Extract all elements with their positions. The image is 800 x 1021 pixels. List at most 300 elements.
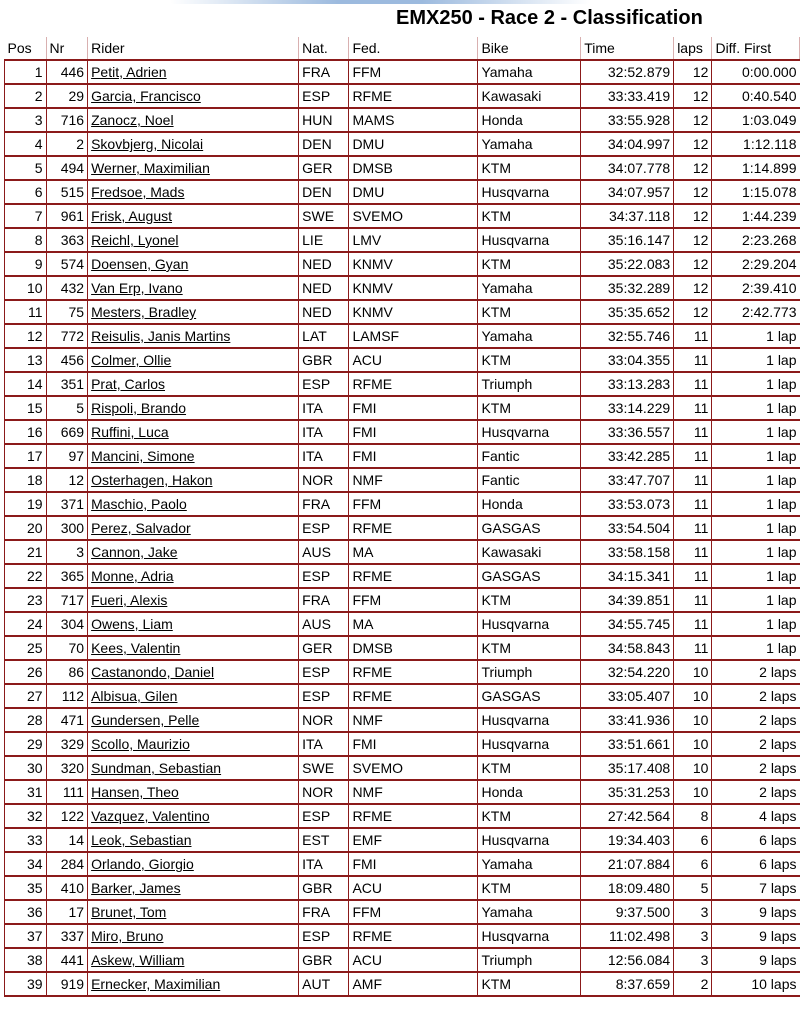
page-title: EMX250 - Race 2 - Classification xyxy=(396,7,703,29)
federation-cell: RFME xyxy=(349,804,478,828)
bike-cell: GASGAS xyxy=(478,516,581,540)
bike-cell: Yamaha xyxy=(478,276,581,300)
rider-name-link[interactable]: Werner, Maximilian xyxy=(91,160,210,176)
table-row xyxy=(5,492,800,516)
rider-cell xyxy=(88,156,299,180)
laps-cell: 11 xyxy=(674,324,712,348)
bike-cell: KTM xyxy=(478,588,581,612)
table-row xyxy=(5,348,800,372)
rider-cell xyxy=(88,252,299,276)
nationality-cell: SWE xyxy=(299,204,349,228)
rider-cell xyxy=(88,396,299,420)
laps-cell: 12 xyxy=(674,252,712,276)
laps-cell: 12 xyxy=(674,156,712,180)
time-cell: 33:05.407 xyxy=(581,684,674,708)
nationality-cell: AUS xyxy=(299,612,349,636)
rider-cell xyxy=(88,444,299,468)
rider-cell xyxy=(88,300,299,324)
laps-cell: 3 xyxy=(674,948,712,972)
rider-name-link[interactable]: Fredsoe, Mads xyxy=(91,184,185,200)
bike-cell: KTM xyxy=(478,756,581,780)
number-cell: 919 xyxy=(46,972,88,996)
time-cell: 35:17.408 xyxy=(581,756,674,780)
rider-name-link[interactable]: Castanondo, Daniel xyxy=(91,664,215,680)
diff-first-cell: 2 laps xyxy=(712,708,800,732)
laps-cell: 6 xyxy=(674,852,712,876)
federation-cell: SVEMO xyxy=(349,204,478,228)
rider-name-link[interactable]: Mancini, Simone xyxy=(91,448,195,464)
rider-name-link[interactable]: Miro, Bruno xyxy=(91,928,164,944)
bike-cell: KTM xyxy=(478,636,581,660)
pos-cell: 23 xyxy=(5,588,47,612)
laps-cell: 12 xyxy=(674,204,712,228)
federation-cell: EMF xyxy=(349,828,478,852)
diff-first-cell: 2 laps xyxy=(712,732,800,756)
time-cell: 32:55.746 xyxy=(581,324,674,348)
nationality-cell: NOR xyxy=(299,708,349,732)
federation-cell: RFME xyxy=(349,564,478,588)
nationality-cell: FRA xyxy=(299,900,349,924)
table-row xyxy=(5,852,800,876)
number-cell: 304 xyxy=(46,612,88,636)
federation-cell: FMI xyxy=(349,852,478,876)
federation-cell: RFME xyxy=(349,516,478,540)
classification-table xyxy=(4,37,800,997)
pos-cell: 37 xyxy=(5,924,47,948)
nationality-cell: NOR xyxy=(299,780,349,804)
bike-cell: Husqvarna xyxy=(478,420,581,444)
rider-name-link[interactable]: Prat, Carlos xyxy=(91,376,166,392)
nationality-cell: ITA xyxy=(299,732,349,756)
diff-first-cell: 0:00.000 xyxy=(712,60,800,84)
table-row xyxy=(5,948,800,972)
rider-name-link[interactable]: Vazquez, Valentino xyxy=(91,808,210,824)
table-row xyxy=(5,84,800,108)
pos-cell: 24 xyxy=(5,612,47,636)
time-cell: 34:04.997 xyxy=(581,132,674,156)
nationality-cell: ITA xyxy=(299,444,349,468)
rider-name-link[interactable]: Hansen, Theo xyxy=(91,784,179,800)
nationality-cell: EST xyxy=(299,828,349,852)
federation-cell: LAMSF xyxy=(349,324,478,348)
number-cell: 337 xyxy=(46,924,88,948)
bike-cell: KTM xyxy=(478,348,581,372)
pos-cell: 20 xyxy=(5,516,47,540)
federation-cell: FFM xyxy=(349,900,478,924)
header-pos: Pos xyxy=(5,37,47,60)
time-cell: 34:15.341 xyxy=(581,564,674,588)
federation-cell: DMSB xyxy=(349,156,478,180)
bike-cell: KTM xyxy=(478,252,581,276)
nationality-cell: ESP xyxy=(299,84,349,108)
federation-cell: MAMS xyxy=(349,108,478,132)
rider-cell xyxy=(88,180,299,204)
laps-cell: 11 xyxy=(674,468,712,492)
federation-cell: MA xyxy=(349,612,478,636)
federation-cell: FMI xyxy=(349,732,478,756)
rider-name-link[interactable]: Cannon, Jake xyxy=(91,544,178,560)
number-cell: 717 xyxy=(46,588,88,612)
rider-name-link[interactable]: Reisulis, Janis Martins xyxy=(91,328,231,344)
rider-cell xyxy=(88,924,299,948)
rider-cell xyxy=(88,420,299,444)
table-row xyxy=(5,636,800,660)
pos-cell: 32 xyxy=(5,804,47,828)
diff-first-cell: 2 laps xyxy=(712,756,800,780)
laps-cell: 10 xyxy=(674,660,712,684)
bike-cell: KTM xyxy=(478,876,581,900)
federation-cell: NMF xyxy=(349,708,478,732)
nationality-cell: FRA xyxy=(299,60,349,84)
nationality-cell: GBR xyxy=(299,348,349,372)
time-cell: 35:31.253 xyxy=(581,780,674,804)
table-body xyxy=(5,60,800,996)
diff-first-cell: 10 laps xyxy=(712,972,800,996)
table-row xyxy=(5,108,800,132)
table-row xyxy=(5,540,800,564)
rider-cell xyxy=(88,756,299,780)
laps-cell: 11 xyxy=(674,588,712,612)
laps-cell: 2 xyxy=(674,972,712,996)
diff-first-cell: 1 lap xyxy=(712,612,800,636)
rider-cell xyxy=(88,828,299,852)
table-header-row xyxy=(5,37,800,60)
table-row xyxy=(5,876,800,900)
time-cell: 33:04.355 xyxy=(581,348,674,372)
diff-first-cell: 1 lap xyxy=(712,372,800,396)
rider-name-link[interactable]: Reichl, Lyonel xyxy=(91,232,179,248)
pos-cell: 30 xyxy=(5,756,47,780)
number-cell: 112 xyxy=(46,684,88,708)
pos-cell: 5 xyxy=(5,156,47,180)
nationality-cell: NED xyxy=(299,300,349,324)
rider-name-link[interactable]: Ernecker, Maximilian xyxy=(91,976,221,992)
pos-cell: 36 xyxy=(5,900,47,924)
rider-name-link[interactable]: Albisua, Gilen xyxy=(91,688,178,704)
federation-cell: RFME xyxy=(349,924,478,948)
rider-cell xyxy=(88,60,299,84)
pos-cell: 28 xyxy=(5,708,47,732)
pos-cell: 39 xyxy=(5,972,47,996)
pos-cell: 16 xyxy=(5,420,47,444)
bike-cell: Husqvarna xyxy=(478,924,581,948)
number-cell: 365 xyxy=(46,564,88,588)
rider-name-link[interactable]: Doensen, Gyan xyxy=(91,256,189,272)
rider-cell xyxy=(88,468,299,492)
diff-first-cell: 2 laps xyxy=(712,684,800,708)
federation-cell: LMV xyxy=(349,228,478,252)
federation-cell: ACU xyxy=(349,948,478,972)
table-row xyxy=(5,684,800,708)
table-row xyxy=(5,516,800,540)
nationality-cell: GBR xyxy=(299,876,349,900)
nationality-cell: GBR xyxy=(299,948,349,972)
laps-cell: 12 xyxy=(674,300,712,324)
pos-cell: 34 xyxy=(5,852,47,876)
diff-first-cell: 6 laps xyxy=(712,828,800,852)
table-row xyxy=(5,420,800,444)
rider-name-link[interactable]: Skovbjerg, Nicolai xyxy=(91,136,204,152)
table-row xyxy=(5,396,800,420)
federation-cell: FMI xyxy=(349,420,478,444)
time-cell: 21:07.884 xyxy=(581,852,674,876)
rider-name-link[interactable]: Gundersen, Pelle xyxy=(91,712,200,728)
rider-name-link[interactable]: Kees, Valentin xyxy=(91,640,181,656)
rider-cell xyxy=(88,324,299,348)
number-cell: 5 xyxy=(46,396,88,420)
federation-cell: DMSB xyxy=(349,636,478,660)
diff-first-cell: 1:14.899 xyxy=(712,156,800,180)
rider-cell xyxy=(88,972,299,996)
time-cell: 33:36.557 xyxy=(581,420,674,444)
laps-cell: 12 xyxy=(674,60,712,84)
nationality-cell: ESP xyxy=(299,564,349,588)
time-cell: 33:47.707 xyxy=(581,468,674,492)
rider-cell xyxy=(88,228,299,252)
number-cell: 29 xyxy=(46,84,88,108)
time-cell: 11:02.498 xyxy=(581,924,674,948)
bike-cell: KTM xyxy=(478,804,581,828)
number-cell: 471 xyxy=(46,708,88,732)
rider-name-link[interactable]: Colmer, Ollie xyxy=(91,352,172,368)
rider-name-link[interactable]: Monne, Adria xyxy=(91,568,174,584)
rider-cell xyxy=(88,732,299,756)
table-row xyxy=(5,156,800,180)
bike-cell: Honda xyxy=(478,492,581,516)
header-laps: laps xyxy=(674,37,712,60)
pos-cell: 14 xyxy=(5,372,47,396)
rider-cell xyxy=(88,588,299,612)
pos-cell: 6 xyxy=(5,180,47,204)
rider-name-link[interactable]: Scollo, Maurizio xyxy=(91,736,190,752)
time-cell: 19:34.403 xyxy=(581,828,674,852)
pos-cell: 18 xyxy=(5,468,47,492)
nationality-cell: FRA xyxy=(299,492,349,516)
federation-cell: MA xyxy=(349,540,478,564)
pos-cell: 35 xyxy=(5,876,47,900)
table-row xyxy=(5,780,800,804)
diff-first-cell: 0:40.540 xyxy=(712,84,800,108)
rider-cell xyxy=(88,204,299,228)
rider-cell xyxy=(88,780,299,804)
diff-first-cell: 1 lap xyxy=(712,444,800,468)
nationality-cell: ITA xyxy=(299,852,349,876)
rider-name-link[interactable]: Frisk, August xyxy=(91,208,173,224)
rider-cell xyxy=(88,372,299,396)
nationality-cell: ESP xyxy=(299,660,349,684)
rider-name-link[interactable]: Owens, Liam xyxy=(91,616,173,632)
bike-cell: Triumph xyxy=(478,372,581,396)
nationality-cell: NED xyxy=(299,252,349,276)
time-cell: 27:42.564 xyxy=(581,804,674,828)
diff-first-cell: 2:23.268 xyxy=(712,228,800,252)
pos-cell: 12 xyxy=(5,324,47,348)
number-cell: 3 xyxy=(46,540,88,564)
rider-name-link[interactable]: Van Erp, Ivano xyxy=(91,280,183,296)
diff-first-cell: 7 laps xyxy=(712,876,800,900)
number-cell: 515 xyxy=(46,180,88,204)
diff-first-cell: 9 laps xyxy=(712,948,800,972)
number-cell: 12 xyxy=(46,468,88,492)
bike-cell: Yamaha xyxy=(478,324,581,348)
time-cell: 34:07.957 xyxy=(581,180,674,204)
laps-cell: 11 xyxy=(674,396,712,420)
laps-cell: 10 xyxy=(674,684,712,708)
nationality-cell: ITA xyxy=(299,420,349,444)
number-cell: 410 xyxy=(46,876,88,900)
nationality-cell: ESP xyxy=(299,924,349,948)
number-cell: 300 xyxy=(46,516,88,540)
rider-name-link[interactable]: Brunet, Tom xyxy=(91,904,167,920)
federation-cell: ACU xyxy=(349,876,478,900)
time-cell: 33:53.073 xyxy=(581,492,674,516)
time-cell: 34:07.778 xyxy=(581,156,674,180)
time-cell: 33:33.419 xyxy=(581,84,674,108)
bike-cell: KTM xyxy=(478,204,581,228)
table-row xyxy=(5,660,800,684)
pos-cell: 7 xyxy=(5,204,47,228)
laps-cell: 6 xyxy=(674,828,712,852)
pos-cell: 25 xyxy=(5,636,47,660)
header-nr: Nr xyxy=(46,37,88,60)
pos-cell: 8 xyxy=(5,228,47,252)
rider-cell xyxy=(88,852,299,876)
rider-name-link[interactable]: Maschio, Paolo xyxy=(91,496,187,512)
federation-cell: FFM xyxy=(349,492,478,516)
rider-name-link[interactable]: Mesters, Bradley xyxy=(91,304,197,320)
number-cell: 86 xyxy=(46,660,88,684)
table-row xyxy=(5,372,800,396)
diff-first-cell: 2:42.773 xyxy=(712,300,800,324)
pos-cell: 13 xyxy=(5,348,47,372)
laps-cell: 11 xyxy=(674,348,712,372)
federation-cell: KNMV xyxy=(349,300,478,324)
rider-cell xyxy=(88,84,299,108)
number-cell: 669 xyxy=(46,420,88,444)
laps-cell: 12 xyxy=(674,276,712,300)
rider-cell xyxy=(88,132,299,156)
number-cell: 111 xyxy=(46,780,88,804)
rider-name-link[interactable]: Sundman, Sebastian xyxy=(91,760,222,776)
federation-cell: DMU xyxy=(349,180,478,204)
rider-cell xyxy=(88,540,299,564)
rider-name-link[interactable]: Leok, Sebastian xyxy=(91,832,192,848)
diff-first-cell: 2:39.410 xyxy=(712,276,800,300)
laps-cell: 10 xyxy=(674,756,712,780)
federation-cell: FMI xyxy=(349,444,478,468)
nationality-cell: HUN xyxy=(299,108,349,132)
rider-name-link[interactable]: Garcia, Francisco xyxy=(91,88,201,104)
laps-cell: 5 xyxy=(674,876,712,900)
bike-cell: Husqvarna xyxy=(478,180,581,204)
rider-cell xyxy=(88,708,299,732)
table-row xyxy=(5,300,800,324)
nationality-cell: DEN xyxy=(299,132,349,156)
time-cell: 8:37.659 xyxy=(581,972,674,996)
bike-cell: Fantic xyxy=(478,468,581,492)
rider-name-link[interactable]: Petit, Adrien xyxy=(91,64,167,80)
bike-cell: KTM xyxy=(478,156,581,180)
laps-cell: 11 xyxy=(674,372,712,396)
time-cell: 9:37.500 xyxy=(581,900,674,924)
nationality-cell: AUT xyxy=(299,972,349,996)
time-cell: 12:56.084 xyxy=(581,948,674,972)
time-cell: 33:51.661 xyxy=(581,732,674,756)
time-cell: 35:35.652 xyxy=(581,300,674,324)
diff-first-cell: 2:29.204 xyxy=(712,252,800,276)
rider-name-link[interactable]: Ruffini, Luca xyxy=(91,424,169,440)
pos-cell: 29 xyxy=(5,732,47,756)
number-cell: 446 xyxy=(46,60,88,84)
pos-cell: 19 xyxy=(5,492,47,516)
rider-name-link[interactable]: Perez, Salvador xyxy=(91,520,191,536)
number-cell: 75 xyxy=(46,300,88,324)
bike-cell: Kawasaki xyxy=(478,84,581,108)
rider-name-link[interactable]: Barker, James xyxy=(91,880,181,896)
rider-cell xyxy=(88,276,299,300)
bike-cell: Kawasaki xyxy=(478,540,581,564)
rider-name-link[interactable]: Fueri, Alexis xyxy=(91,592,168,608)
diff-first-cell: 4 laps xyxy=(712,804,800,828)
rider-cell xyxy=(88,948,299,972)
pos-cell: 26 xyxy=(5,660,47,684)
rider-name-link[interactable]: Rispoli, Brando xyxy=(91,400,187,416)
rider-name-link[interactable]: Osterhagen, Hakon xyxy=(91,472,213,488)
time-cell: 34:55.745 xyxy=(581,612,674,636)
number-cell: 70 xyxy=(46,636,88,660)
laps-cell: 11 xyxy=(674,420,712,444)
rider-cell xyxy=(88,876,299,900)
diff-first-cell: 1:15.078 xyxy=(712,180,800,204)
nationality-cell: LIE xyxy=(299,228,349,252)
rider-name-link[interactable]: Zanocz, Noel xyxy=(91,112,174,128)
nationality-cell: NED xyxy=(299,276,349,300)
laps-cell: 12 xyxy=(674,132,712,156)
header-nat: Nat. xyxy=(299,37,349,60)
header-diff-first: Diff. First xyxy=(712,37,800,60)
nationality-cell: AUS xyxy=(299,540,349,564)
pos-cell: 21 xyxy=(5,540,47,564)
time-cell: 33:55.928 xyxy=(581,108,674,132)
rider-cell xyxy=(88,492,299,516)
pos-cell: 2 xyxy=(5,84,47,108)
bike-cell: Triumph xyxy=(478,948,581,972)
federation-cell: RFME xyxy=(349,684,478,708)
time-cell: 34:58.843 xyxy=(581,636,674,660)
number-cell: 14 xyxy=(46,828,88,852)
laps-cell: 10 xyxy=(674,732,712,756)
time-cell: 34:37.118 xyxy=(581,204,674,228)
federation-cell: NMF xyxy=(349,468,478,492)
bike-cell: Husqvarna xyxy=(478,828,581,852)
rider-name-link[interactable]: Askew, William xyxy=(91,952,185,968)
time-cell: 34:39.851 xyxy=(581,588,674,612)
bike-cell: GASGAS xyxy=(478,564,581,588)
federation-cell: RFME xyxy=(349,660,478,684)
table-row xyxy=(5,204,800,228)
diff-first-cell: 1 lap xyxy=(712,516,800,540)
pos-cell: 15 xyxy=(5,396,47,420)
diff-first-cell: 1 lap xyxy=(712,396,800,420)
laps-cell: 11 xyxy=(674,612,712,636)
diff-first-cell: 1:12.118 xyxy=(712,132,800,156)
federation-cell: KNMV xyxy=(349,252,478,276)
pos-cell: 27 xyxy=(5,684,47,708)
rider-name-link[interactable]: Orlando, Giorgio xyxy=(91,856,194,872)
diff-first-cell: 1 lap xyxy=(712,540,800,564)
time-cell: 18:09.480 xyxy=(581,876,674,900)
federation-cell: AMF xyxy=(349,972,478,996)
